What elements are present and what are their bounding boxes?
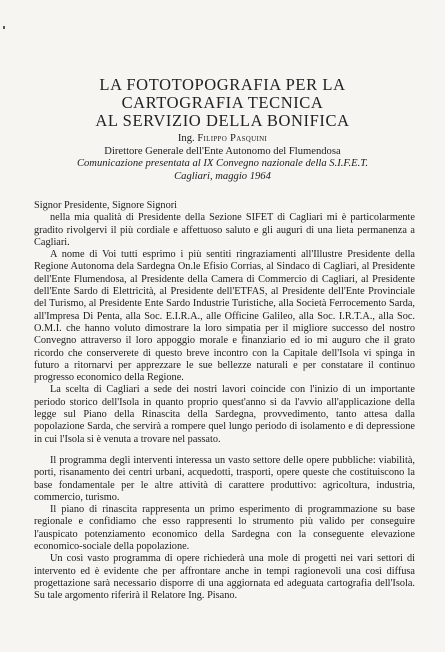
title-line-3: AL SERVIZIO DELLA BONIFICA [95, 111, 350, 130]
author-name: Filippo Pasquini [197, 133, 268, 144]
paragraph-2: A nome di Voi tutti esprimo i più sentiti ringraziamenti all'Illustre Presidente della Regione Autonoma dela Sardegna On.le Efisio Corrias, al Sindaco di Cagliari, al Presidente dell'Ente Flumendosa, al Presidente della Camera di Commercio di Cagliari, al Presidente dell'Ente Sardo di Elettricità, al Presidente dell'ETFAS, al Presidente dell'Ente Provinciale del Turismo, al Presidente Ente Sardo Industrie Turistiche, alla Società Ferrocemento Sarda, all'Impresa Di Penta, alla Soc. E.I.R.A., alle Officine Galileo, alla Soc. I.R.T.A., alla Soc. O.M.I. che hanno voluto dimostrare la loro simpatia per il migliore successo del nostro Convegno attraverso il loro appoggio morale e finanziario ed io mi auguro che il grato ricordo che conserverete di questo breve incontro con la Capitale dell'Isola vi spinga in futuro a ritornarvi per apprezzare le sue bellezze naturali e per constatare il continuo progresso economico della Regione. [34, 249, 415, 384]
paragraph-3: La scelta di Cagliari a sede dei nostri lavori coincide con l'inizio di un importante periodo storico dell'Isola in quanto proprio quest'anno si da l'avvio all'applicazione della legge sul Piano della Rinascita della Sardegna, provvedimento, tanto attesa dalla popolazione Sarda, che servirà a rompere quel lungo periodo di isolamento e di depressione in cui l'Isola si è venuta a trovare nel passato. [34, 384, 415, 445]
author-line [0, 133, 445, 146]
paragraph-1: nella mia qualità di Presidente della Sezione SIFET di Cagliari mi è particolarmente gradito rivolgervi il più cordiale e affettuoso saluto e gli auguri di una lieta permanenza a Cagliari. [34, 212, 415, 248]
paragraph-4: Il programma degli interventi interessa un vasto settore delle opere pubbliche: viabilità, porti, risanamento dei centri urbani, acquedotti, trasporti, opere queste che costituiscono la base fondamentale per le altre attività di carattere produttivo: agricoltura, industria, commercio, turismo. [34, 454, 415, 503]
communication-note: Comunicazione presentata al IX Convegno nazionale della S.I.F.E.T. [76, 158, 369, 169]
paragraph-6: Un così vasto programma di opere richiederà una mole di progetti nei vari settori di intervento ed è evidente che per affrontare anche in tempi ragionevoli una così diffusa progettazione sarà necessario disporre di una aggiornata ed adeguata cartografia dell'Isola. Su tale argomento riferirà il Relatore Ing. Pisano. [34, 553, 415, 602]
paragraph-5: Il piano di rinascita rappresenta un primo esperimento di programmazione su base regionale e confidiamo che esso rappresenti lo strumento più valido per conseguire l'auspicato potenziamento economico della Sardegna con la conseguente elevazione economico-sociale della popolazione. [34, 504, 415, 553]
salutation: Signor Presidente, Signore Signori [34, 200, 178, 211]
author-prefix: Ing. [177, 133, 195, 144]
author-role: Direttore Generale dell'Ente Autonomo del Flumendosa [104, 145, 341, 157]
title-line-2: CARTOGRAFIA TECNICA [121, 93, 324, 112]
title-line-1: LA FOTOTOPOGRAFIA PER LA [99, 75, 346, 94]
place-date: Cagliari, maggio 1964 [174, 170, 271, 182]
edge-mark [3, 26, 5, 29]
body-text [34, 200, 415, 603]
